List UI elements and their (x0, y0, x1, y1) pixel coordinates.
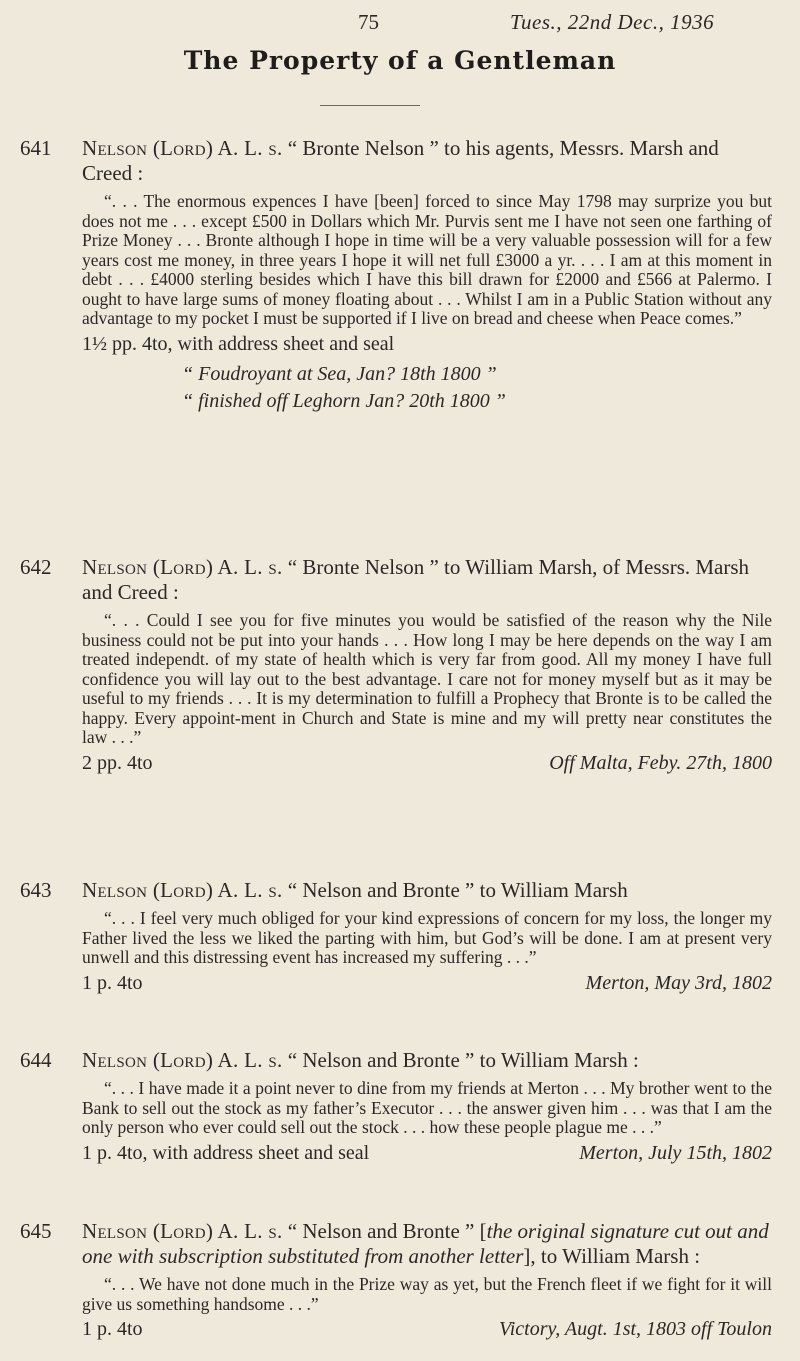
lot-description-row (82, 972, 772, 1000)
lot-quote: “. . . The enormous expences I have [been] forced to since May 1798 may surprize you but does not me . . . except £500 in Dollars which Mr. Purvis sent me I have not seen one farthing of Prize Money . . . Bronte although I hope in time will be a very valuable possession will for a few years cost me money, in three years I hope it will net full £3000 a yr. . . . I am at this moment in debt . . . £4000 sterling besides which I have this bill drawn for £2000 and £566 at Palermo. I ought to have large sums of money floating about . . . Whilst I am in a Public Station without any advantage to my pocket I must be supported if I live on bread and cheese when Peace comes.” (82, 191, 772, 328)
lot-description: 1 p. 4to, with address sheet and seal (82, 1141, 370, 1164)
lot-heading (82, 1048, 772, 1073)
lot-heading (82, 136, 772, 186)
sale-date: Tues., 22nd Dec., 1936 (510, 10, 715, 34)
lot-body (82, 136, 772, 415)
lot-place-date: Merton, July 15th, 1802 (579, 1141, 772, 1164)
title-rule (320, 105, 420, 106)
lot-subject: “ Nelson and Bronte ” to William Marsh : (287, 1048, 639, 1072)
lot-description-row (82, 333, 772, 361)
lot-subject: “ Bronte Nelson ” to his agents, Messrs. Marsh and Creed : (82, 136, 719, 185)
lot-sender: Nelson (Lord) A. L. s. (82, 555, 283, 579)
section-title: The Property of a Gentleman (183, 46, 617, 75)
lot-quote: “. . . Could I see you for five minutes you would be satisfied of the reason why the Nile business could not be put into your hands . . . How long I may be here depends on the way I am treated independt. of my state of health which is very far from good. All my money I have full confidence you will lay out to the best advantage. I care not for money myself but as it may be useful to my friends . . . It is my determination to fulfill a Prophecy that Bronte is to be called the happy. Every appoint-ment in Church and State is mine and my will pretty near constitutes the law . . .” (82, 610, 772, 747)
lot-description: 1 p. 4to (82, 971, 143, 994)
lot-number: 642 (20, 555, 52, 579)
lot-heading (82, 878, 772, 903)
lot-description-row (82, 1318, 772, 1346)
lot-subject-end: ], to William Marsh : (523, 1244, 701, 1268)
lot-body (82, 1048, 772, 1170)
lot-description: 1 p. 4to (82, 1318, 143, 1340)
lot-sender: Nelson (Lord) A. L. s. (82, 1048, 283, 1072)
page-number: 75 (358, 10, 379, 34)
lot-subject: “ Bronte Nelson ” to William Marsh, of Messrs. Marsh and Creed : (82, 555, 750, 604)
lot-endorsement: “ finished off Leghorn Jan? 20th 1800 ” (182, 389, 506, 412)
lot-description-row (82, 1142, 772, 1170)
lot-number: 641 (20, 136, 52, 160)
lot-heading (82, 555, 772, 605)
lot-subject: “ Nelson and Bronte ” (287, 1219, 475, 1243)
lot-sender: Nelson (Lord) A. L. s. (82, 878, 283, 902)
lot-description: 2 pp. 4to (82, 751, 153, 774)
lot-quote: “. . . I feel very much obliged for your kind expressions of concern for my loss, the longer my Father lived the less we liked the parting with him, but God’s will be done. I am at present very unwell and this distressing event has increased my suffering . . .” (82, 908, 772, 967)
lot-subject-note: the original signature cut out and one with subscription substituted from another letter (82, 1219, 769, 1268)
lot-body (82, 878, 772, 1000)
page-header (0, 10, 800, 38)
lot-number: 644 (20, 1048, 52, 1072)
lot-sender: Nelson (Lord) A. L. s. (82, 1219, 283, 1243)
lot-quote: “. . . We have not done much in the Prize way as yet, but the French fleet if we fight for it will give us something handsome . . .” (82, 1274, 772, 1314)
lot-endorsement: “ Foudroyant at Sea, Jan? 18th 1800 ” (182, 362, 497, 385)
lot-place-date: Victory, Augt. 1st, 1803 off Toulon (499, 1318, 772, 1340)
lot-quote: “. . . I have made it a point never to dine from my friends at Merton . . . My brother went to the Bank to sell out the stock as my father’s Executor . . . the answer given him . . . was that I am the only person who ever could sell out the stock . . . how these people plague me . . .” (82, 1078, 772, 1137)
lot-place-date: Merton, May 3rd, 1802 (585, 971, 772, 994)
lot-body (82, 555, 772, 780)
lot-place-date: Off Malta, Feby. 27th, 1800 (549, 751, 772, 774)
lot-description-row (82, 752, 772, 780)
lot-subject: “ Nelson and Bronte ” to William Marsh (287, 878, 628, 902)
lot-heading: Nelson (Lord) A. L. s. “ Nelson and Bronte ” [the original signature cut out and one with subscription substituted from another letter], to William Marsh : (82, 1219, 769, 1268)
lot-description: 1½ pp. 4to, with address sheet and seal (82, 332, 395, 355)
lot-sender: Nelson (Lord) A. L. s. (82, 136, 283, 160)
lot-body (82, 1219, 772, 1346)
lot-number: 645 (20, 1219, 52, 1243)
lot-number: 643 (20, 878, 52, 902)
